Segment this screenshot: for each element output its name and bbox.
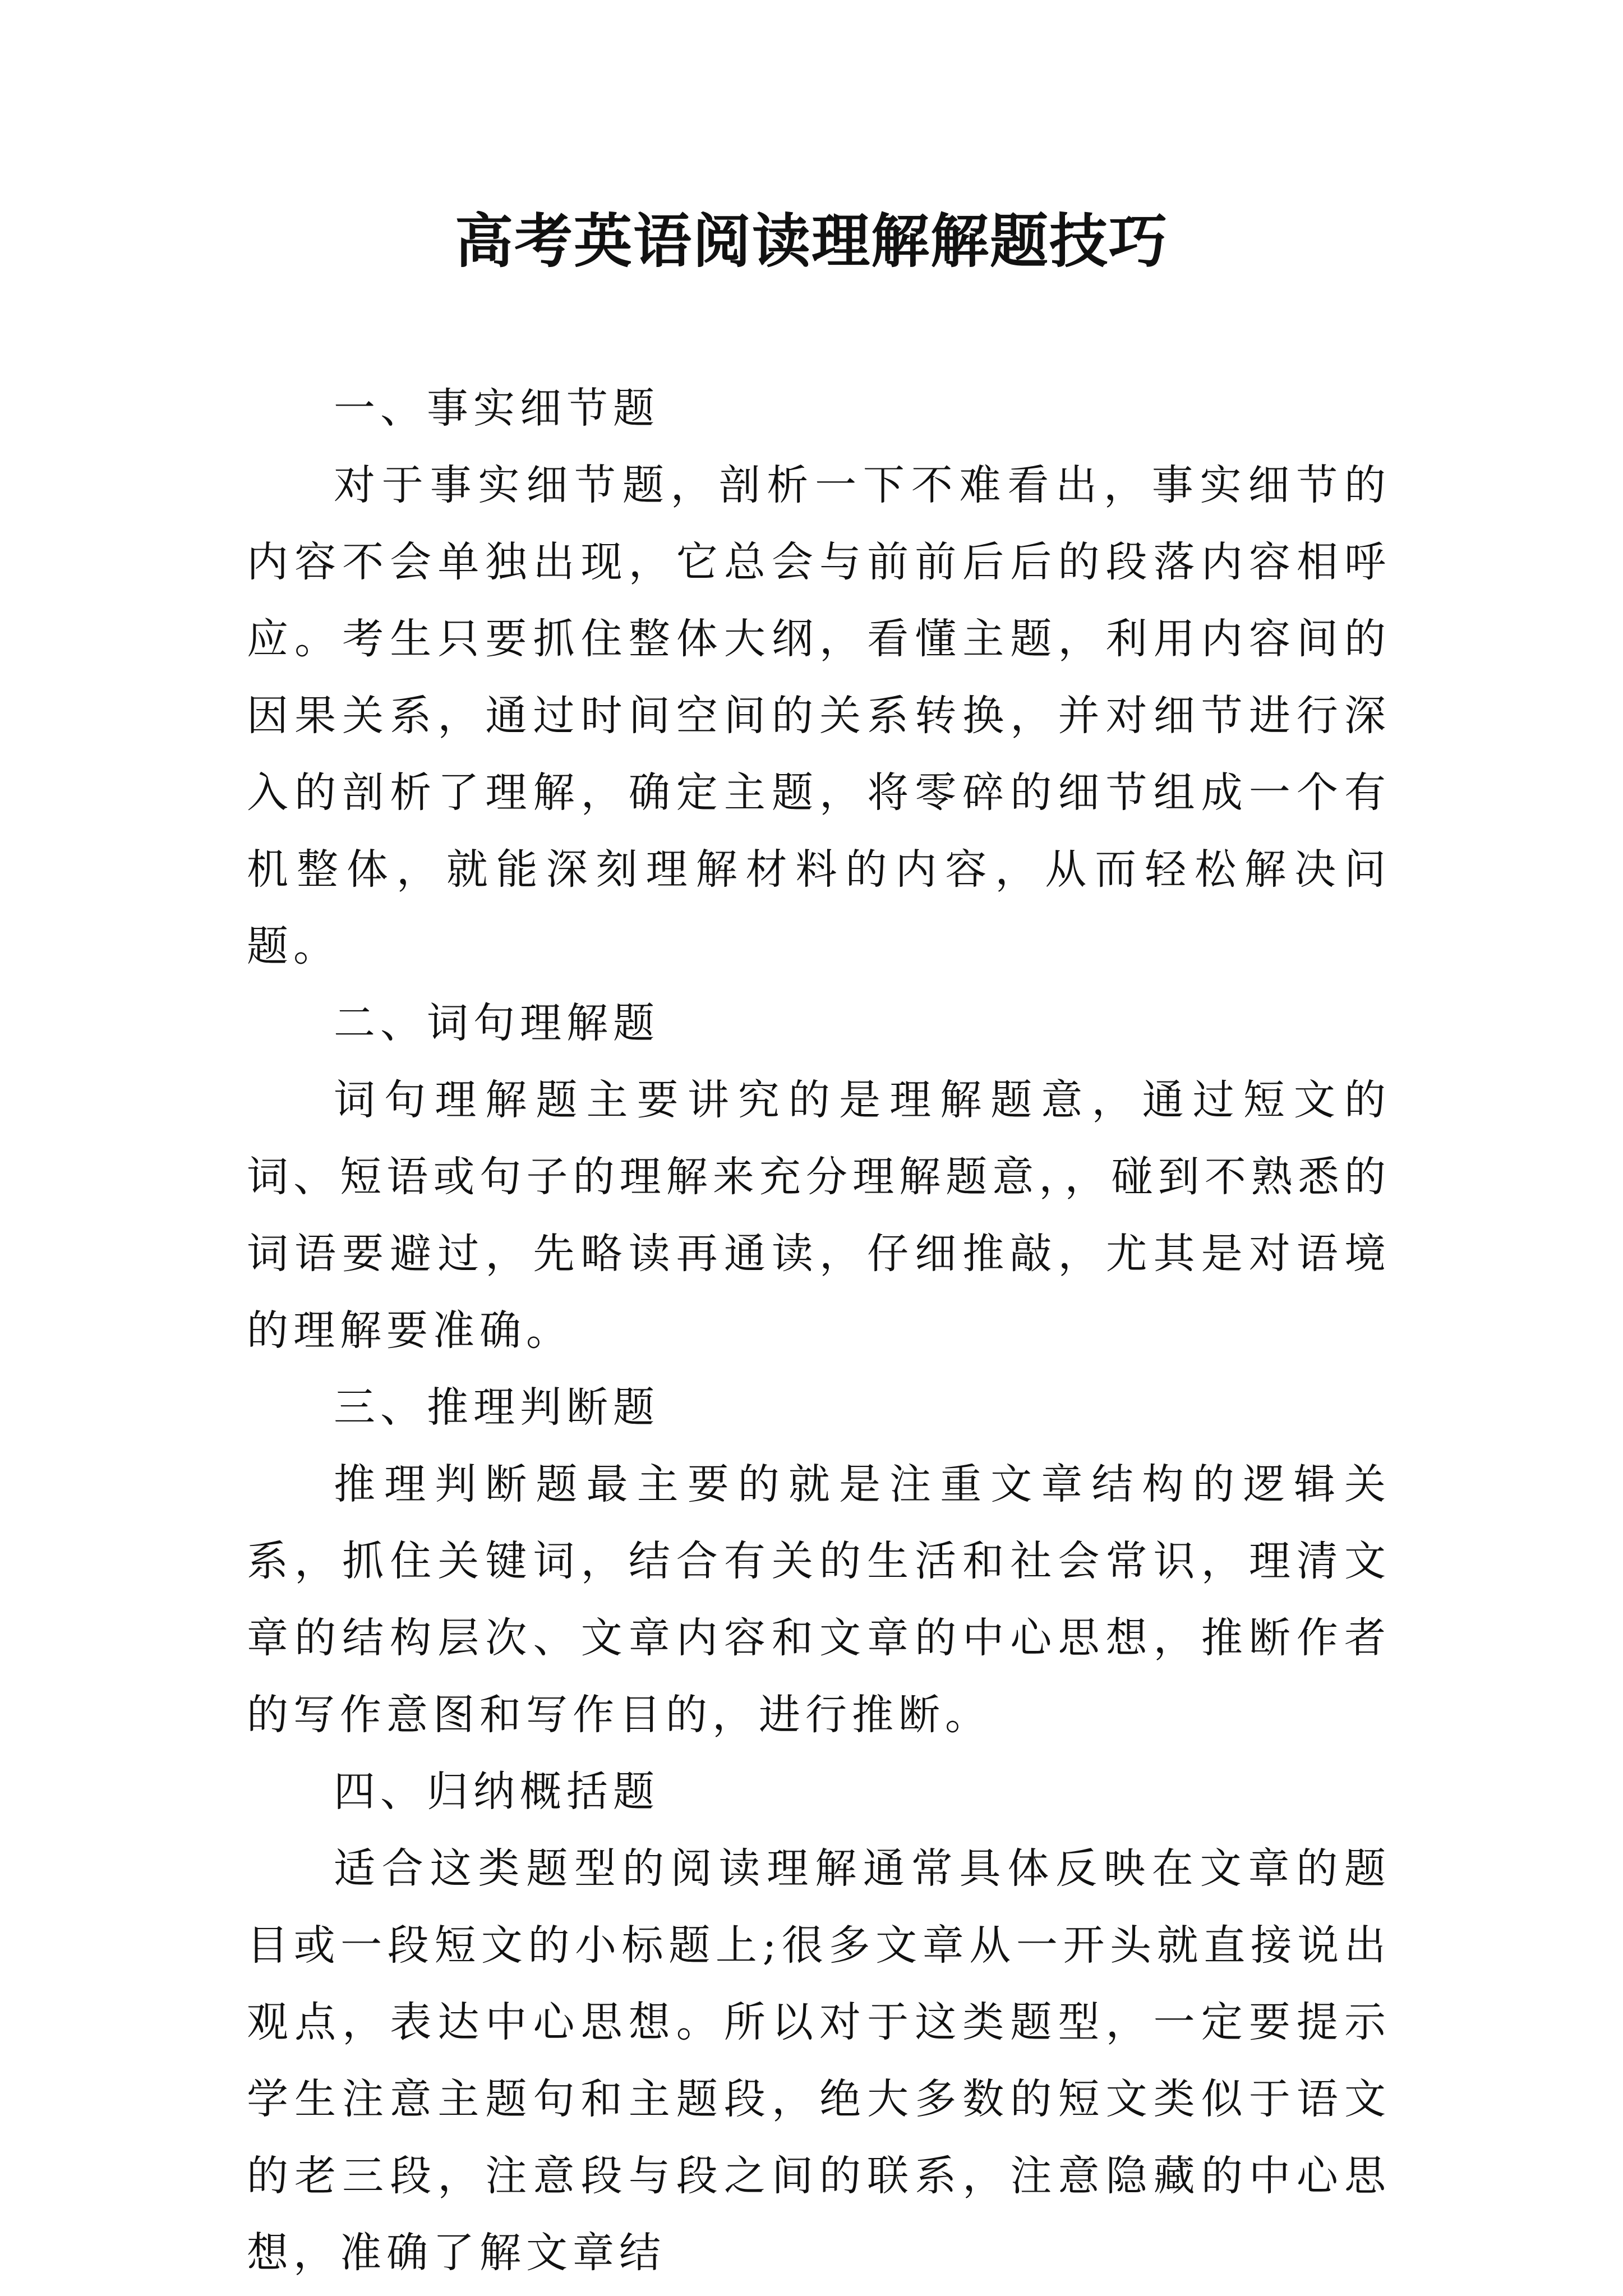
section-paragraph-2: 词句理解题主要讲究的是理解题意，通过短文的词、短语或句子的理解来充分理解题意，，碰到不熟悉的词语要避过，先略读再通读，仔细推敲，尤其是对语境的理解要准确。 [247, 1076, 1391, 1355]
section-heading-2: 二、词句理解题 [334, 999, 660, 1047]
section-heading-3: 三、推理判断题 [334, 1383, 660, 1432]
section-heading-4: 四、归纳概括题 [334, 1768, 660, 1816]
section-paragraph-3: 推理判断题最主要的就是注重文章结构的逻辑关系，抓住关键词，结合有关的生活和社会常识，理清文章的结构层次、文章内容和文章的中心思想，推断作者的写作意图和写作目的，进行推断。 [247, 1460, 1391, 1739]
page-title: 高考英语阅读理解解题技巧 [454, 206, 1168, 275]
document-body [247, 370, 1391, 2292]
section-paragraph-1: 对于事实细节题，剖析一下不难看出，事实细节的内容不会单独出现，它总会与前前后后的段落内容相呼应。考生只要抓住整体大纲，看懂主题，利用内容间的因果关系，通过时间空间的关系转换，并对细节进行深入的剖析了理解，确定主题，将零碎的细节组成一个有机整体，就能深刻理解材料的内容，从而轻松解决问题。 [247, 461, 1391, 970]
section-paragraph-4: 适合这类题型的阅读理解通常具体反映在文章的题目或一段短文的小标题上;很多文章从一开头就直接说出观点，表达中心思想。所以对于这类题型，一定要提示学生注意主题句和主题段，绝大多数的短文类似于语文的老三段，注意段与段之间的联系，注意隐藏的中心思想，准确了解文章结 [247, 1844, 1391, 2277]
section-heading-1: 一、事实细节题 [334, 384, 660, 432]
